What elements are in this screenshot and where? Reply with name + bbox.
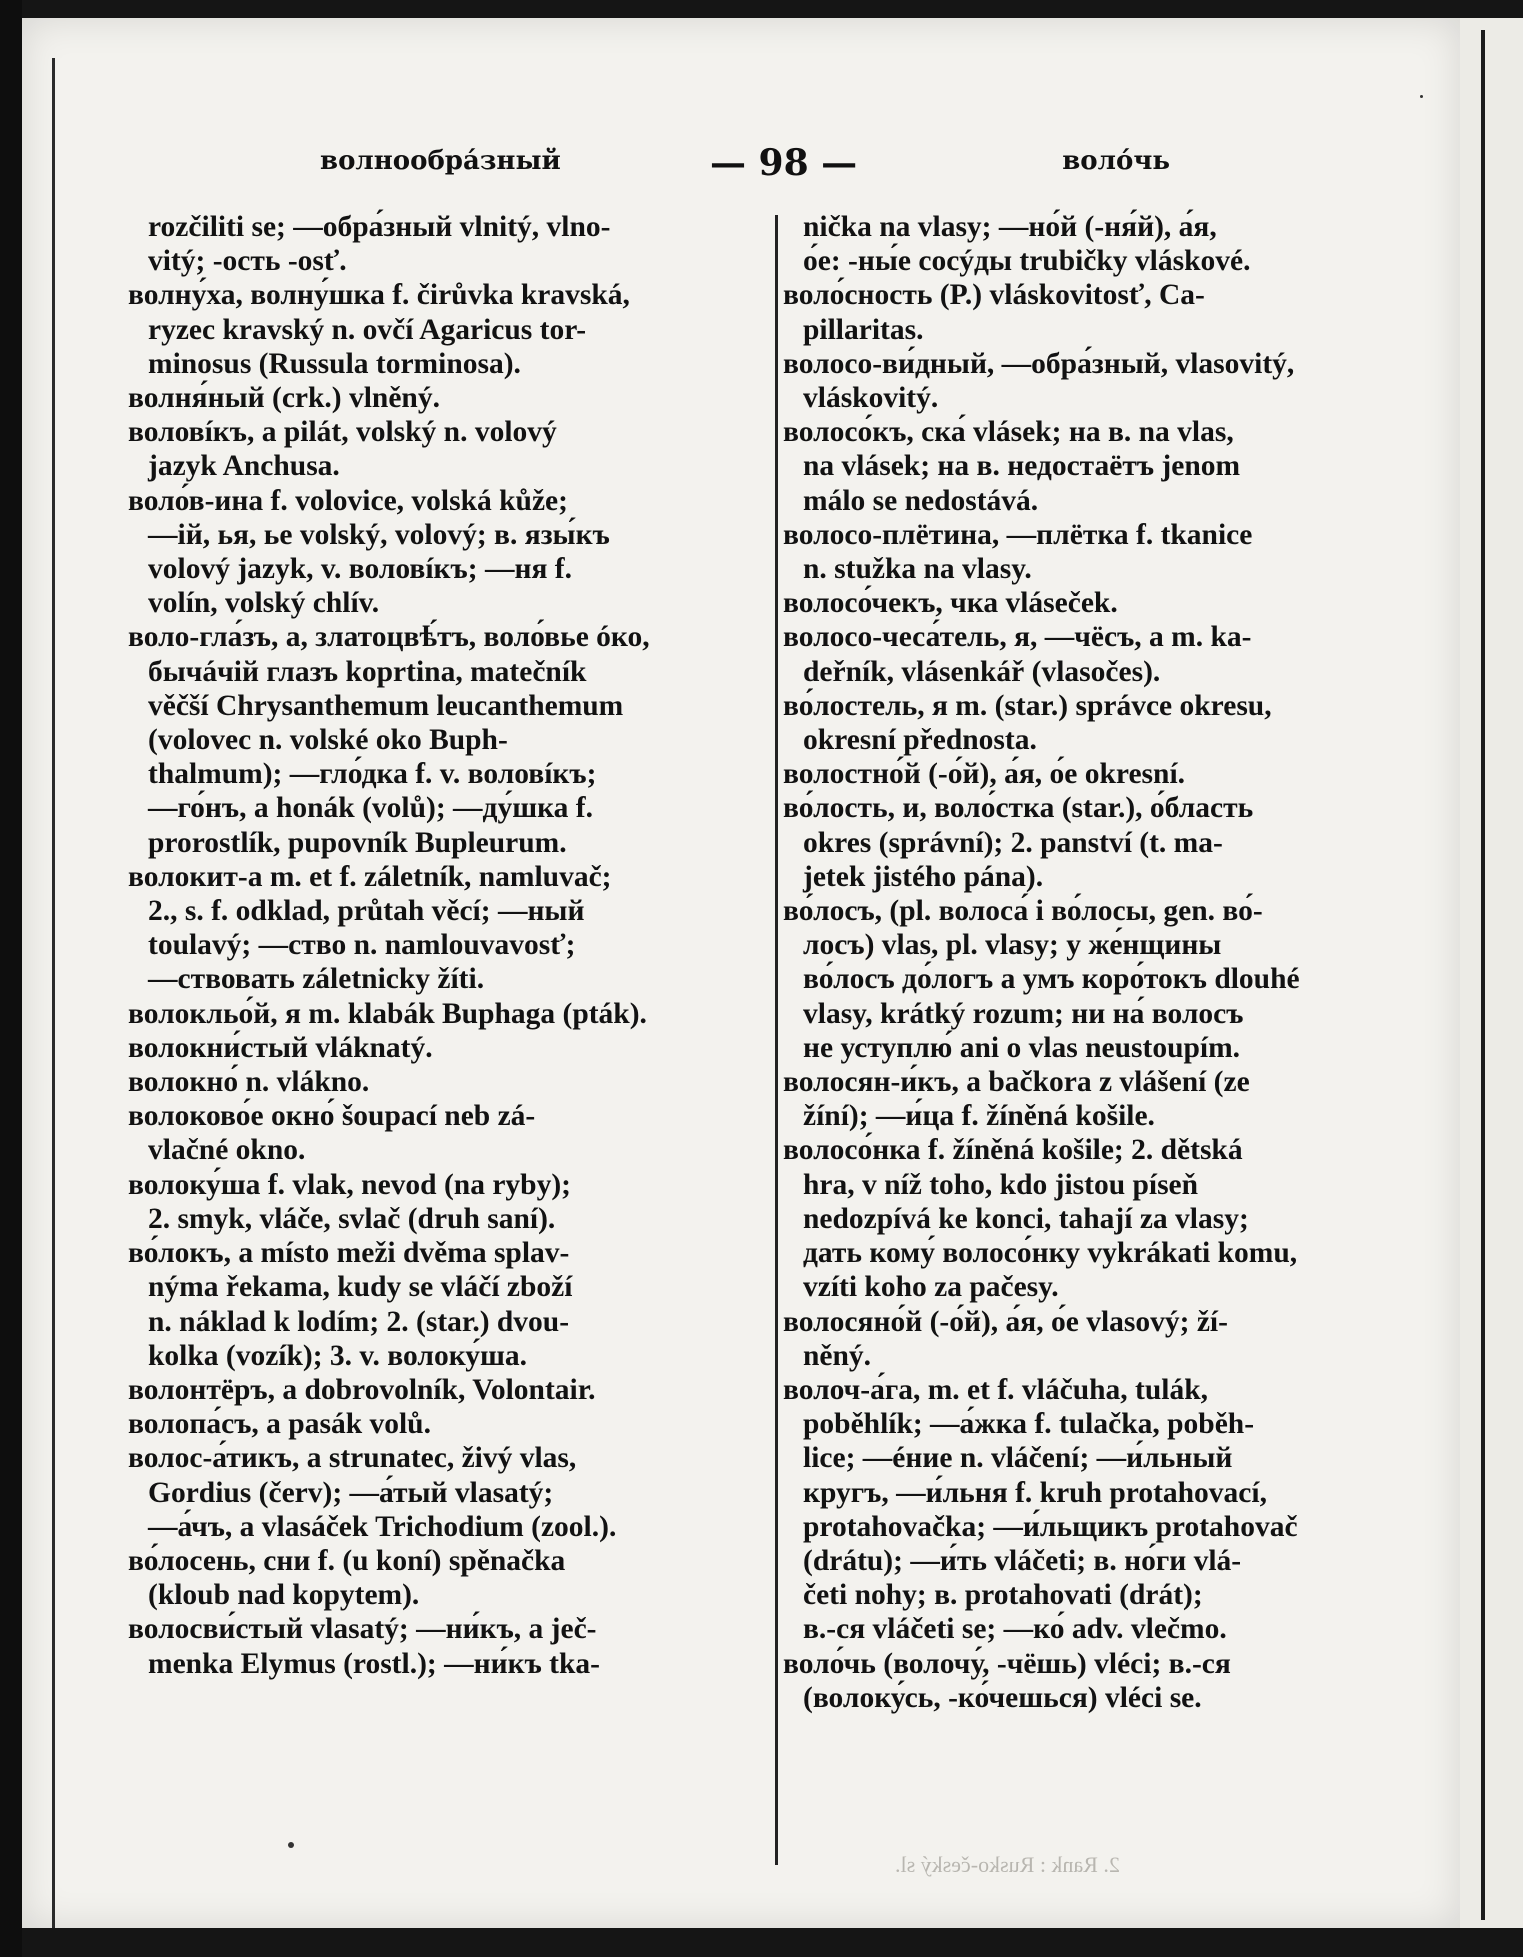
entry-line: vitý; -ость -osť. xyxy=(148,245,347,278)
entry-line: nedozpívá ke konci, tahají za vlasy; xyxy=(803,1202,1249,1235)
next-page-edge xyxy=(1460,18,1523,1928)
entry-line: (волоку́сь, -ко́чешься) vléci se. xyxy=(803,1681,1202,1714)
entry-line: кругъ, —и́льня f. kruh protahovací, xyxy=(803,1476,1267,1509)
page-number: — 98 — xyxy=(710,142,858,184)
entry-line: jazyk Anchusa. xyxy=(148,450,340,483)
entry-line: волосян-и́къ, a bačkora z vlášení (ze xyxy=(783,1066,1250,1099)
entry-line: волопа́съ, a pasák volů. xyxy=(128,1408,431,1441)
next-page-edge-line xyxy=(1481,30,1485,1920)
entry-line: kolka (vozík); 3. v. волоку́ша. xyxy=(148,1339,528,1372)
entry-line: na vlásek; на в. недостаётъ jenom xyxy=(803,450,1241,483)
ink-speck xyxy=(288,1842,294,1848)
entry-line: 2., s. f. odklad, průtah věcí; —ный xyxy=(148,895,585,928)
entry-line: волосо́нка f. žíněná košile; 2. dětská xyxy=(783,1134,1243,1167)
entry-line: (volovec n. volské oko Buph- xyxy=(148,724,508,757)
entry-line: 2. smyk, vláče, svlač (druh saní). xyxy=(148,1202,556,1235)
entry-line: četi nohy; в. protahovati (drát); xyxy=(803,1579,1203,1612)
binding-edge-line xyxy=(52,58,55,1928)
entry-line: hra, v níž toho, kdo jistou píseň xyxy=(803,1168,1199,1201)
entry-line: волонтёръ, a dobrovolník, Volontair. xyxy=(128,1373,596,1406)
entry-line: во́лостель, я m. (star.) správce okresu, xyxy=(783,689,1272,722)
entry-line: lice; —éние n. vláčení; —и́льный xyxy=(803,1442,1233,1475)
entry-line: бычáчій глазъ koprtina, matečník xyxy=(148,655,587,688)
entry-line: protahovačka; —и́льщикъ protahovač xyxy=(803,1510,1298,1543)
entry-line: волосо-ви́дный, —обра́зный, vlasovitý, xyxy=(783,347,1295,380)
entry-line: волостно́й (-о́й), а́я, о́е okresní. xyxy=(783,758,1186,791)
entry-line: menka Elymus (rostl.); —ни́къ tka- xyxy=(148,1647,600,1680)
entry-line: воло́сность (P.) vláskovitosť, Ca- xyxy=(783,279,1205,312)
ink-speck xyxy=(1420,95,1423,98)
entry-line: волня́ный (crk.) vlněný. xyxy=(128,382,440,415)
entry-line: deřník, vlásenkář (vlasočes). xyxy=(803,655,1161,688)
entry-line: волоч-а́га, m. et f. vláčuha, tulák, xyxy=(783,1373,1208,1406)
entry-line: toulavý; —ство n. namlouvavosť; xyxy=(148,929,576,962)
entry-line: n. náklad k lodím; 2. (star.) dvou- xyxy=(148,1305,570,1338)
entry-line: во́лосъ, (pl. волоса́ i во́лосы, gen. во́- xyxy=(783,895,1263,928)
entry-line: воло́в-ина f. volovice, volská kůže; xyxy=(128,484,568,517)
entry-line: во́лосъ до́логъ а умъ коро́токъ dlouhé xyxy=(803,963,1300,996)
entry-line: волосо́къ, ска́ vlásek; на в. na vlas, xyxy=(783,416,1234,449)
footer-bleed-through: 2. Rank : Rusko-český sl. xyxy=(895,1852,1120,1877)
entry-line: thalmum); —гло́дка f. v. воловíкъ; xyxy=(148,758,597,791)
entry-line: pillaritas. xyxy=(803,313,924,346)
entry-line: jetek jistého pána). xyxy=(803,860,1044,893)
entry-line: věčší Chrysanthemum leucanthemum xyxy=(148,689,624,722)
entry-line: во́лосень, сни f. (u koní) spěnačka xyxy=(128,1544,566,1577)
entry-line: во́лость, и, воло́стка (star.), о́бласть xyxy=(783,792,1254,825)
entry-line: воло-гла́зъ, a, златоцвѣ́тъ, воло́вье óко, xyxy=(128,621,650,654)
entry-line: prorostlík, pupovník Bupleurum. xyxy=(148,826,567,859)
entry-line: —го́нъ, a honák (volů); —ду́шка f. xyxy=(148,792,593,825)
entry-line: —ій, ья, ье volský, volový; в. язы́къ xyxy=(148,518,610,551)
entry-line: —а́чъ, a vlasáček Trichodium (zool.). xyxy=(148,1510,617,1543)
left-column xyxy=(128,210,750,1681)
entry-line: Gordius (červ); —а́тый vlasatý; xyxy=(148,1476,554,1509)
column-divider xyxy=(775,215,778,1865)
entry-line: (drátu); —и́ть vláčeti; в. но́ги vlá- xyxy=(803,1544,1242,1577)
entry-line: málo se nedostává. xyxy=(803,484,1039,517)
entry-line: волокни́стый vláknatý. xyxy=(128,1031,433,1064)
entry-line: во́локъ, a místo meži dvěma splav- xyxy=(128,1237,570,1270)
entry-line: okres (správní); 2. panství (t. ma- xyxy=(803,826,1223,859)
entry-line: něný. xyxy=(803,1339,872,1372)
entry-line: rozčiliti se; —обра́зный vlnitý, vlno- xyxy=(148,211,611,243)
running-header xyxy=(320,142,1380,182)
entry-line: волосо-чеса́тель, я, —чёсъ, a m. ka- xyxy=(783,621,1252,654)
entry-line: vlačné okno. xyxy=(148,1134,306,1167)
entry-line: не уступлю́ ani o vlas neustoupím. xyxy=(803,1031,1241,1064)
entry-line: vláskovitý. xyxy=(803,382,939,415)
entry-line: volín, volský chlív. xyxy=(148,587,380,620)
entry-line: волосо́чекъ, чка vlásеček. xyxy=(783,587,1118,620)
entry-line: лосъ) vlas, pl. vlasy; у же́нщины xyxy=(803,929,1222,962)
right-column xyxy=(783,210,1395,1715)
entry-line: в.-ся vláčeti se; —ко́ adv. vlečmo. xyxy=(803,1613,1227,1646)
entry-line: волоку́ша f. vlak, nevod (na ryby); xyxy=(128,1168,571,1201)
entry-line: vlasy, krátký rozum; ни на́ волосъ xyxy=(803,997,1244,1030)
entry-line: волосви́стый vlasatý; —ни́къ, a ječ- xyxy=(128,1613,597,1646)
entry-line: ryzec kravský n. ovčí Agaricus tor- xyxy=(148,313,587,346)
entry-line: žíní); —и́ца f. žíněná košile. xyxy=(803,1100,1155,1133)
entry-line: воло́чь (волочу́, -чёшь) vléci; в.-ся xyxy=(783,1647,1231,1680)
entry-line: okresní přednosta. xyxy=(803,724,1037,757)
entry-line: волосяно́й (-о́й), а́я, о́е vlasový; ží- xyxy=(783,1305,1228,1338)
entry-line: minosus (Russula torminosa). xyxy=(148,347,521,380)
entry-line: vzíti koho za pačesy. xyxy=(803,1271,1059,1304)
entry-line: волос-а́тикъ, a strunatec, živý vlas, xyxy=(128,1442,577,1475)
entry-line: nička na vlasy; —но́й (-ня́й), а́я, xyxy=(803,211,1217,243)
entry-line: о́е: -ны́е cocýды trubičky vláskové. xyxy=(803,245,1251,278)
header-right-guide-word: воло́чь xyxy=(1062,146,1170,176)
entry-line: n. stužka na vlasy. xyxy=(803,553,1032,586)
entry-line: волоково́е окно́ šoupací neb zá- xyxy=(128,1100,536,1133)
entry-line: волосо-плётина, —плётка f. tkanice xyxy=(783,518,1253,551)
scan-edge-left xyxy=(0,0,22,1957)
entry-line: volový jazyk, v. воловíкъ; —ня f. xyxy=(148,553,572,586)
entry-line: дать кому́ волосо́нку vykrákati komu, xyxy=(803,1237,1298,1270)
entry-line: —ствовать záletnicky žíti. xyxy=(148,963,485,996)
header-left-guide-word: волнообра́зный xyxy=(320,146,561,176)
entry-line: волокно́ n. vlákno. xyxy=(128,1066,370,1099)
entry-line: волокит-а m. et f. záletník, namluvač; xyxy=(128,860,612,893)
entry-line: воловíкъ, a pilát, volský n. volový xyxy=(128,416,557,449)
entry-line: волокльо́й, я m. klabák Buphaga (pták). xyxy=(128,997,647,1030)
entry-line: волну́ха, волну́шка f. čirůvka kravská, xyxy=(128,279,630,312)
entry-line: nýma řekama, kudy se vláčí zboží xyxy=(148,1271,573,1304)
entry-line: (kloub nad kopytem). xyxy=(148,1579,420,1612)
entry-line: poběhlík; —а́жка f. tulačka, poběh- xyxy=(803,1408,1255,1441)
